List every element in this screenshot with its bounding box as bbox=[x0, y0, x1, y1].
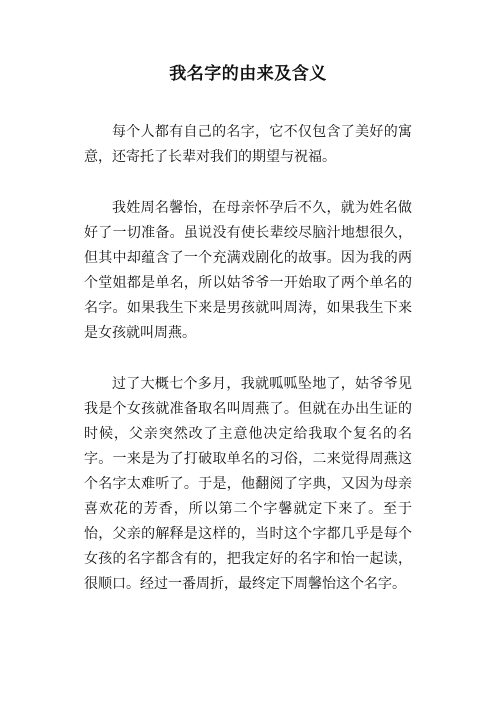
paragraph-name-change: 过了大概七个多月，我就呱呱坠地了，姑爷爷见我是个女孩就准备取名叫周燕了。但就在办出生证的时候，父亲突然改了主意他决定给我取个复名的名字。一来是为了打破取单名的习俗，二来觉得周燕这个名字太难听了。于是，他翻阅了字典，又因为母亲喜欢花的芳香，所以第二个字馨就定下来了。至于怡，父亲的解释是这样的，当时这个字都几乎是每个女孩的名字都含有的，把我定好的名字和怡一起读，很顺口。经过一番周折，最终定下周馨怡这个名字。 bbox=[84, 376, 412, 592]
paragraph-naming-story: 我姓周名馨怡，在母亲怀孕后不久，就为姓名做好了一切准备。虽说没有使长辈绞尽脑汁地想很久，但其中却蕴含了一个充满戏剧化的故事。因为我的两个堂姐都是单名，所以姑爷爷一开始取了两个单名的名字。如果我生下来是男孩就叫周涛，如果我生下来是女孩就叫周燕。 bbox=[84, 200, 412, 341]
document-title: 我名字的由来及含义 bbox=[169, 64, 327, 84]
paragraph-intro: 每个人都有自己的名字，它不仅包含了美好的寓意，还寄托了长辈对我们的期望与祝福。 bbox=[84, 124, 412, 165]
